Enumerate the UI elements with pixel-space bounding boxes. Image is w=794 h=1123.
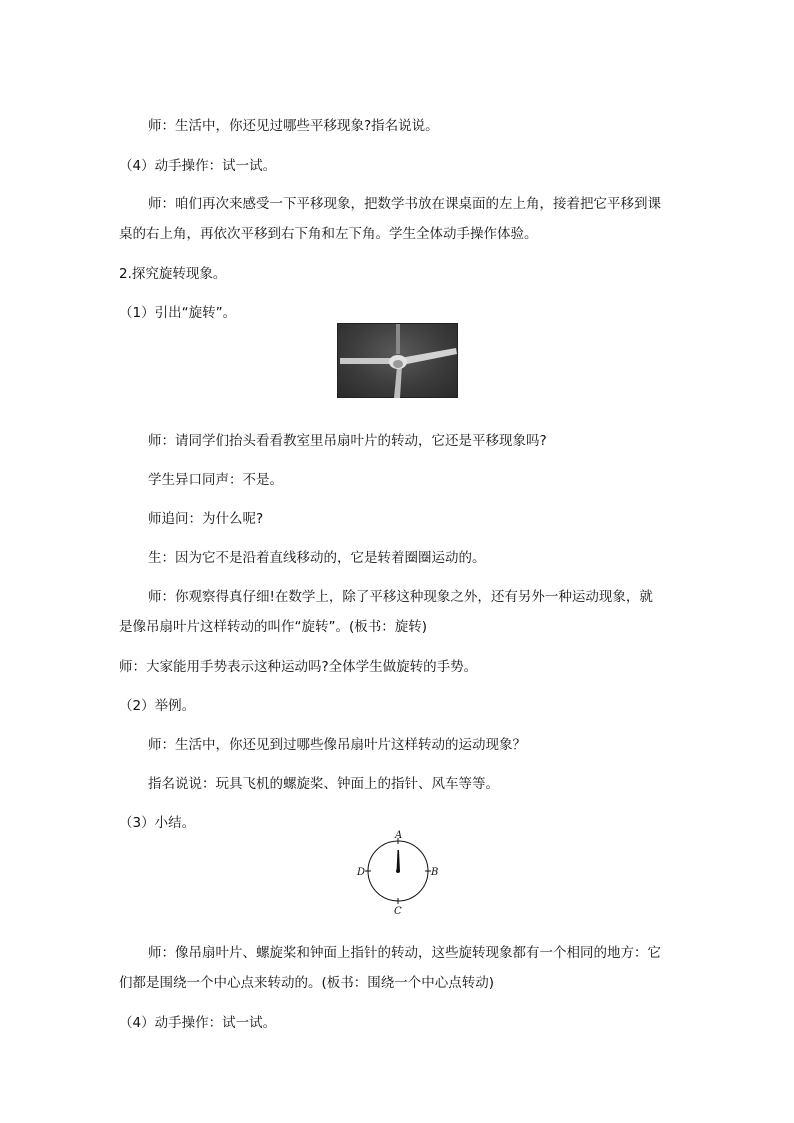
label-a: A	[395, 830, 403, 841]
label-c: C	[394, 906, 402, 916]
paragraph: 师：请同学们抬头看看教室里吊扇叶片的转动，它还是平移现象吗?	[148, 432, 547, 449]
paragraph: 2.探究旋转现象。	[119, 265, 227, 282]
paragraph: 是像吊扇叶片这样转动的叫作“旋转”。(板书：旋转)	[119, 618, 428, 635]
paragraph: 学生异口同声：不是。	[148, 471, 283, 488]
paragraph: 桌的右上角，再依次平移到右下角和左下角。学生全体动手操作体验。	[119, 225, 538, 242]
paragraph: （4）动手操作：试一试。	[119, 157, 277, 174]
paragraph: 指名说说：玩具飞机的螺旋桨、钟面上的指针、风车等等。	[148, 775, 499, 792]
ceiling-fan-icon	[338, 324, 459, 399]
label-d: D	[357, 867, 366, 878]
paragraph: （3）小结。	[119, 814, 196, 831]
paragraph: （4）动手操作：试一试。	[119, 1014, 277, 1031]
paragraph: 师：大家能用手势表示这种运动吗?全体学生做旋转的手势。	[119, 658, 478, 675]
paragraph: 生：因为它不是沿着直线移动的，它是转着圈圈运动的。	[148, 549, 486, 566]
paragraph: 师：你观察得真仔细!在数学上，除了平移这种现象之外，还有另外一种运动现象，就	[148, 588, 653, 605]
paragraph: 师追问：为什么呢?	[148, 510, 264, 527]
ceiling-fan-image	[337, 323, 458, 398]
paragraph: 师：生活中，你还见过哪些平移现象?指名说说。	[148, 117, 439, 134]
paragraph: 们都是围绕一个中心点来转动的。(板书：围绕一个中心点转动)	[119, 974, 495, 991]
label-b: B	[431, 867, 439, 878]
paragraph: 师：生活中，你还见到过哪些像吊扇叶片这样转动的运动现象？	[148, 736, 526, 753]
clock-center	[396, 869, 400, 873]
paragraph: 师：咱们再次来感受一下平移现象，把数学书放在课桌面的左上角，接着把它平移到课	[148, 195, 661, 212]
paragraph: （1）引出“旋转”。	[119, 304, 237, 321]
clock-hand	[397, 850, 401, 872]
paragraph: 师：像吊扇叶片、螺旋桨和钟面上指针的转动，这些旋转现象都有一个相同的地方：它	[148, 944, 661, 961]
clock-diagram	[352, 828, 444, 916]
paragraph: （2）举例。	[119, 697, 196, 714]
